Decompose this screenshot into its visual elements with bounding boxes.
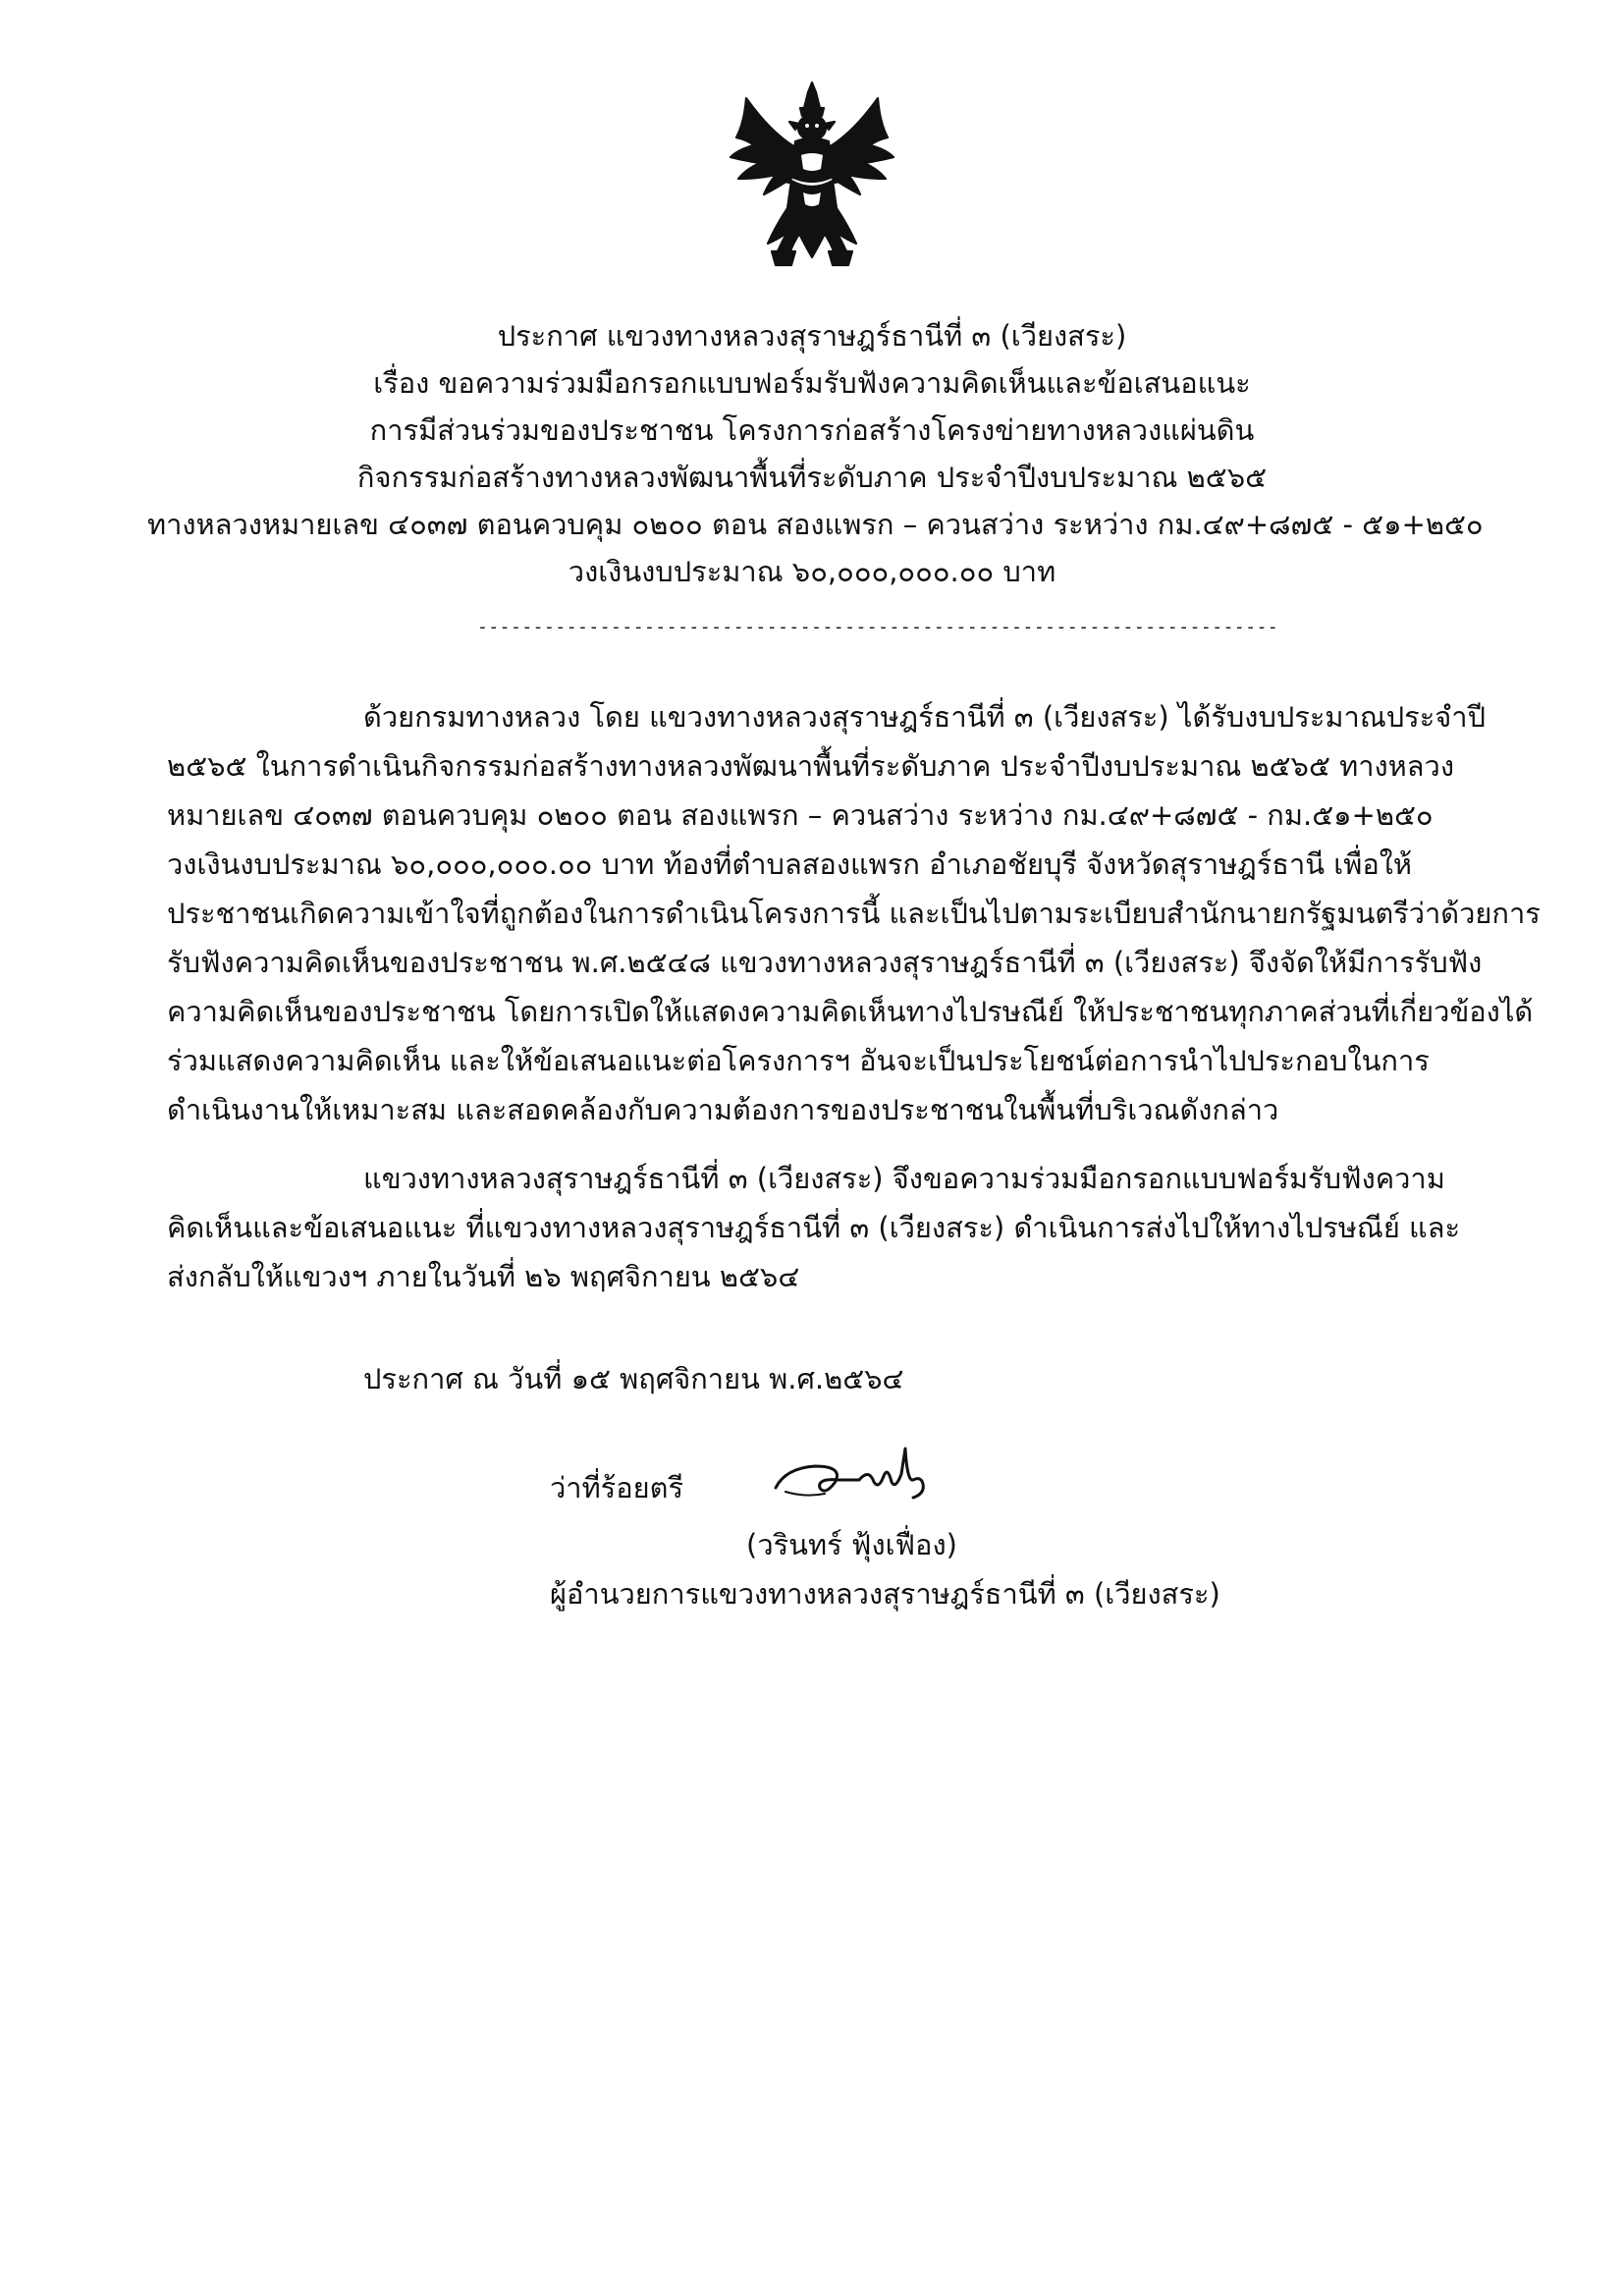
paragraph-2-line: ส่งกลับให้แขวงฯ ภายในวันที่ ๒๖ พฤศจิกายน ๒๕๖๔	[167, 1260, 800, 1293]
document-body	[167, 692, 1541, 1321]
paragraph-1-line: ด้วยกรมทางหลวง โดย แขวงทางหลวงสุราษฎร์ธานีที่ ๓ (เวียงสระ) ได้รับงบประมาณประจำปี	[363, 700, 1486, 734]
garuda-emblem-icon	[717, 79, 907, 275]
announcement-header	[147, 312, 1484, 595]
paragraph-1-line: รับฟังความคิดเห็นของประชาชน พ.ศ.๒๕๔๘ แขวงทางหลวงสุราษฎร์ธานีที่ ๓ (เวียงสระ) จึงจัดให้มีการรับฟัง	[167, 946, 1483, 979]
paragraph-2-line: แขวงทางหลวงสุราษฎร์ธานีที่ ๓ (เวียงสระ) จึงขอความร่วมมือกรอกแบบฟอร์มรับฟังความ	[363, 1162, 1445, 1195]
header-line-2: เรื่อง ขอความร่วมมือกรอกแบบฟอร์มรับฟังความคิดเห็นและข้อเสนอแนะ	[373, 366, 1251, 400]
paragraph-2	[167, 1154, 1461, 1301]
signer-rank: ว่าที่ร้อยตรี	[550, 1471, 684, 1504]
signer-name: (วรินทร์ ฟุ้งเฟื่อง)	[746, 1528, 957, 1561]
header-line-1: ประกาศ แขวงทางหลวงสุราษฎร์ธานีที่ ๓ (เวียงสระ)	[497, 319, 1127, 353]
paragraph-1-line: หมายเลข ๔๐๓๗ ตอนควบคุม ๐๒๐๐ ตอน สองแพรก – ควนสว่าง ระหว่าง กม.๔๙+๘๗๕ - กม.๕๑+๒๕๐	[167, 798, 1434, 832]
paragraph-2-line: คิดเห็นและข้อเสนอแนะ ที่แขวงทางหลวงสุราษฎร์ธานีที่ ๓ (เวียงสระ) ดำเนินการส่งไปให้ทางไปรษณีย์ และ	[167, 1211, 1461, 1244]
paragraph-1	[167, 692, 1541, 1134]
paragraph-1-line: ๒๕๖๕ ในการดำเนินกิจกรรมก่อสร้างทางหลวงพัฒนาพื้นที่ระดับภาค ประจำปีงบประมาณ ๒๕๖๕ ทางหลวง	[167, 749, 1455, 783]
announcement-date: ประกาศ ณ วันที่ ๑๕ พฤศจิกายน พ.ศ.๒๕๖๔	[363, 1362, 904, 1395]
header-line-6: วงเงินงบประมาณ ๖๐,๐๐๐,๐๐๐.๐๐ บาท	[568, 555, 1056, 588]
signer-title: ผู้อำนวยการแขวงทางหลวงสุราษฎร์ธานีที่ ๓ (เวียงสระ)	[550, 1577, 1220, 1611]
section-divider: ------------------------------------------------------------------------	[477, 617, 1279, 637]
paragraph-1-line: ร่วมแสดงความคิดเห็น และให้ข้อเสนอแนะต่อโครงการฯ อันจะเป็นประโยชน์ต่อการนำไปประกอบในการ	[167, 1044, 1430, 1077]
paragraph-1-line: ดำเนินงานให้เหมาะสม และสอดคล้องกับความต้องการของประชาชนในพื้นที่บริเวณดังกล่าว	[167, 1093, 1279, 1126]
header-line-3: การมีส่วนร่วมของประชาชน โครงการก่อสร้างโครงข่ายทางหลวงแผ่นดิน	[369, 413, 1255, 447]
header-line-4: กิจกรรมก่อสร้างทางหลวงพัฒนาพื้นที่ระดับภาค ประจำปีงบประมาณ ๒๕๖๕	[356, 461, 1268, 494]
paragraph-1-line: ประชาชนเกิดความเข้าใจที่ถูกต้องในการดำเนินโครงการนี้ และเป็นไปตามระเบียบสำนักนายกรัฐมนตรีว่าด้วยการ	[167, 897, 1541, 930]
paragraph-1-line: วงเงินงบประมาณ ๖๐,๐๐๐,๐๐๐.๐๐ บาท ท้องที่ตำบลสองแพรก อำเภอชัยบุรี จังหวัดสุราษฎร์ธานี เพื่อให้	[167, 847, 1413, 881]
header-line-5: ทางหลวงหมายเลข ๔๐๓๗ ตอนควบคุม ๐๒๐๐ ตอน สองแพรก – ควนสว่าง ระหว่าง กม.๔๙+๘๗๕ - ๕๑+๒๕๐	[147, 508, 1484, 541]
handwritten-signature	[766, 1439, 962, 1507]
paragraph-1-line: ความคิดเห็นของประชาชน โดยการเปิดให้แสดงความคิดเห็นทางไปรษณีย์ ให้ประชาชนทุกภาคส่วนที่เกี่ยวข้องได้	[167, 995, 1534, 1028]
